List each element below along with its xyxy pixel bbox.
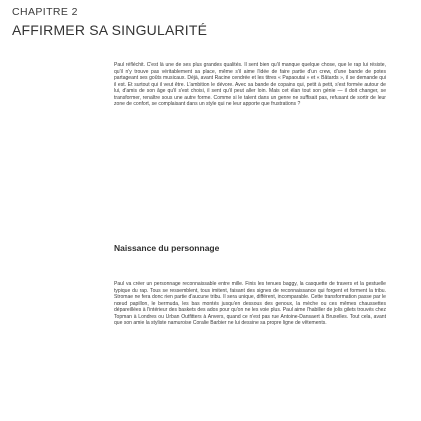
chapter-label: CHAPITRE 2 <box>12 6 78 18</box>
body-paragraph: Paul va créer un personnage reconnaissable entre mille. Finis les tenues baggy, la casquette de travers et la gestuelle typique du rap. Tous se ressemblent, tous imitent, faisant des signes de reconnaissance qui forgent et forment la tribu. Stromae ne fera donc rien partie d'aucune tribu. Il sera unique, différent, incomparable. Cette transformation passe par le nœud papillon, le bermuda, les bas montés jusqu'en dessous des genoux, la mèche ou ces mêmes chaussettes dépareillées à l'intérieur des baskets des ados pour qu'on ne les voie plus. Paul aime l'habiller de jolis gilets trouvés chez Topman à Londres ou Urban Outfitters à Anvers, quand ce n'est pas rue Antoine-Dansaert à Bruxelles. Tout cela, avant que son amie la styliste namuroise Coralie Barbier ne lui dessine sa propre ligne de vêtements. <box>114 281 386 326</box>
intro-paragraph: Paul réfléchit. C'est là une de ses plus grandes qualités. Il sent bien qu'il manque quelque chose, que le rap lui résiste, qu'il n'y trouve pas véritablement sa place, même s'il aime l'idée de faire partie d'un crew, d'une bande de potes partageant ses goûts musicaux. Déjà, avant Racine cendrée et les titres « Papaoutai » et « Bâtards », il se demande qui il est. Et surtout qui il veut être. L'ambition le dévore. Avec sa bande de copains qui, petit à petit, s'est formée autour de lui, d'amis de son âge qu'il s'est choisi, il sent qu'il peut aller loin. Mais cet élan tout son génie — il doit changer, se transformer, renaître sous une autre forme. Comme si le talent dans un genre ne suffisait pas, refusant de sortir de leur zone de confort, se complaisant dans un style qui ne leur apporte que frustrations ? <box>114 62 386 107</box>
section-heading: Naissance du personnage <box>114 243 220 253</box>
chapter-title: AFFIRMER SA SINGULARITÉ <box>12 22 208 38</box>
